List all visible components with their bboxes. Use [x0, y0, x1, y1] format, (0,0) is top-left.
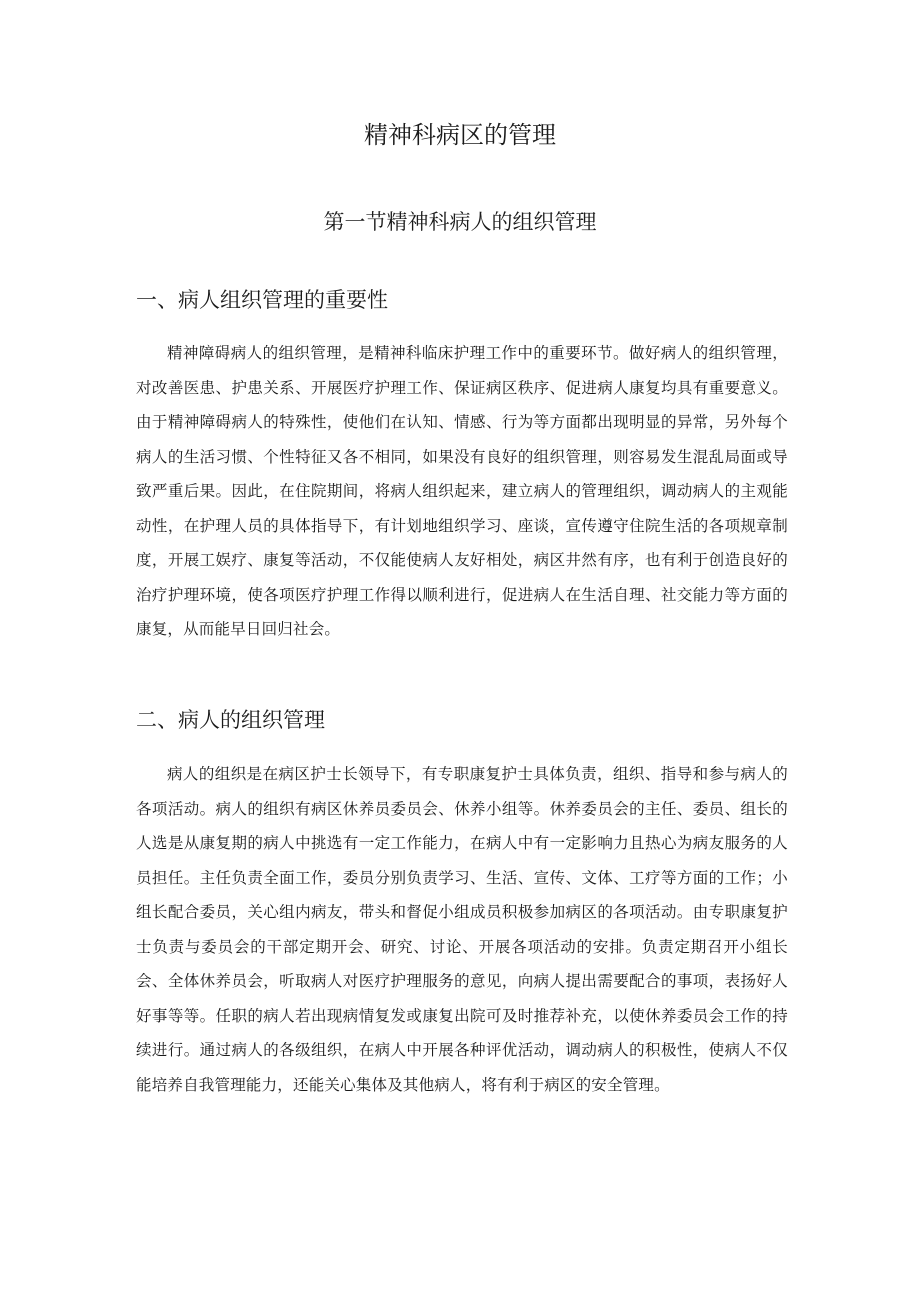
- paragraph-organization: 病人的组织是在病区护士长领导下，有专职康复护士具体负责，组织、指导和参与病人的各项活动。病人的组织有病区休养员委员会、休养小组等。休养委员会的主任、委员、组长的人选是从康复期的病人中挑选有一定工作能力，在病人中有一定影响力且热心为病友服务的人员担任。主任负责全面工作，委员分别负责学习、生活、宣传、文体、工疗等方面的工作；小组长配合委员，关心组内病友，带头和督促小组成员积极参加病区的各项活动。由专职康复护士负责与委员会的干部定期开会、研究、讨论、开展各项活动的安排。负责定期召开小组长会、全体休养员会，听取病人对医疗护理服务的意见，向病人提出需要配合的事项，表扬好人好事等等。任职的病人若出现病情复发或康复出院可及时推荐补充，以使休养委员会工作的持续进行。通过病人的各级组织，在病人中开展各种评优活动，调动病人的积极性，使病人不仅能培养自我管理能力，还能关心集体及其他病人，将有利于病区的安全管理。: [136, 765, 788, 1094]
- heading-importance: 一、病人组织管理的重要性: [136, 288, 388, 312]
- paragraph-importance: 精神障碍病人的组织管理，是精神科临床护理工作中的重要环节。做好病人的组织管理，对改善医患、护患关系、开展医疗护理工作、保证病区秩序、促进病人康复均具有重要意义。由于精神障碍病人的特殊性，使他们在认知、情感、行为等方面都出现明显的异常，另外每个病人的生活习惯、个性特征又各不相同，如果没有良好的组织管理，则容易发生混乱局面或导致严重后果。因此，在住院期间，将病人组织起来，建立病人的管理组织，调动病人的主观能动性，在护理人员的具体指导下，有计划地组织学习、座谈，宣传遵守住院生活的各项规章制度，开展工娱疗、康复等活动，不仅能使病人友好相处，病区井然有序，也有利于创造良好的治疗护理环境，使各项医疗护理工作得以顺利进行，促进病人在生活自理、社交能力等方面的康复，从而能早日回归社会。: [136, 344, 788, 638]
- document-title: 精神科病区的管理: [364, 121, 556, 149]
- section-title: 第一节精神科病人的组织管理: [323, 210, 597, 234]
- heading-organization: 二、病人的组织管理: [136, 708, 325, 732]
